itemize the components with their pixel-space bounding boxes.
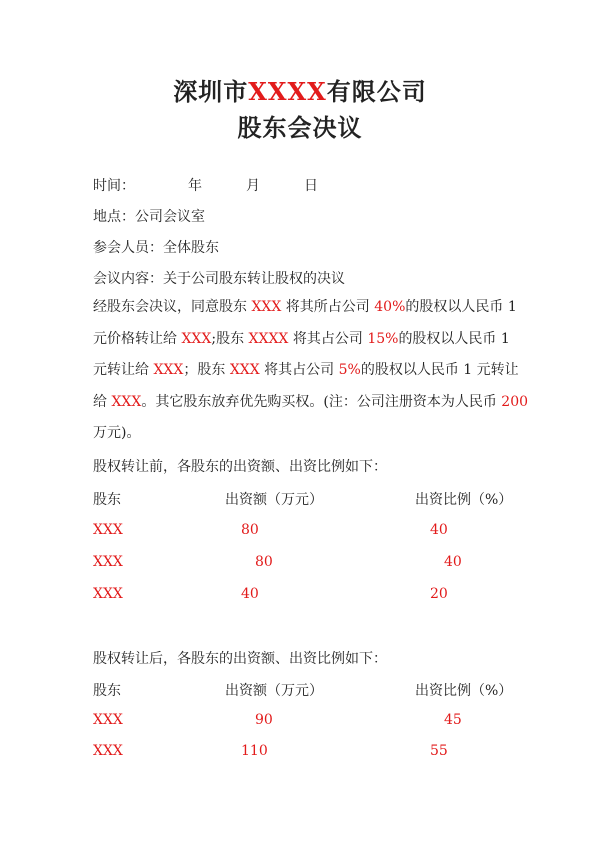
time-label: 时间： [93,178,135,194]
title-prefix: 深圳市 [173,77,249,106]
capital-ratio: 20 [430,586,448,602]
company-title [0,72,600,107]
year-label: 年 [188,178,202,194]
title-suffix: 有限公司 [326,77,427,106]
attendees-line: 参会人员：全体股东 [93,240,219,256]
capital-ratio: 40 [430,522,448,538]
before-header-ratio: 出资比例（%） [415,492,513,508]
after-header-amount: 出资额（万元） [225,683,323,699]
resolution-line-1: 经股东会决议，同意股东 XXX 将其所占公司 40%的股权以人民币 1 [93,299,517,315]
capital-amount: 40 [241,586,259,602]
content-line: 会议内容：关于公司股东转让股权的决议 [93,271,345,287]
resolution-line-2: 元价格转让给 XXX;股东 XXXX 将其占公司 15%的股权以人民币 1 [93,330,510,347]
after-header-ratio: 出资比例（%） [415,683,513,699]
capital-amount: 90 [255,712,273,728]
document-title: 股东会决议 [237,113,363,142]
resolution-line-3: 元转让给 XXX；股东 XXX 将其占公司 5%的股权以人民币 1 元转让 [93,362,519,378]
place-line: 地点：公司会议室 [93,209,205,225]
shareholder-name: XXX [93,554,123,570]
shareholder-name: XXX [93,586,123,602]
capital-ratio: 55 [430,743,448,759]
capital-amount: 110 [241,743,268,759]
capital-ratio: 45 [444,712,462,728]
before-header-shareholder: 股东 [93,492,121,508]
day-label: 日 [304,178,318,194]
month-label: 月 [246,178,260,194]
after-header-shareholder: 股东 [93,683,121,699]
resolution-paragraph [93,292,529,450]
resolution-line-5: 万元)。 [93,425,141,441]
shareholder-name: XXX [93,743,123,759]
before-header-amount: 出资额（万元） [225,492,323,508]
title-company-placeholder: XXXX [248,77,327,106]
capital-ratio: 40 [444,554,462,570]
shareholder-name: XXX [93,522,123,538]
before-intro: 股权转让前，各股东的出资额、出资比例如下： [93,459,387,475]
capital-amount: 80 [255,554,273,570]
capital-amount: 80 [241,522,259,538]
after-intro: 股权转让后，各股东的出资额、出资比例如下： [93,651,387,667]
shareholder-name: XXX [93,712,123,728]
resolution-line-4: 给 XXX。其它股东放弃优先购买权。(注：公司注册资本为人民币 200 [93,393,529,410]
